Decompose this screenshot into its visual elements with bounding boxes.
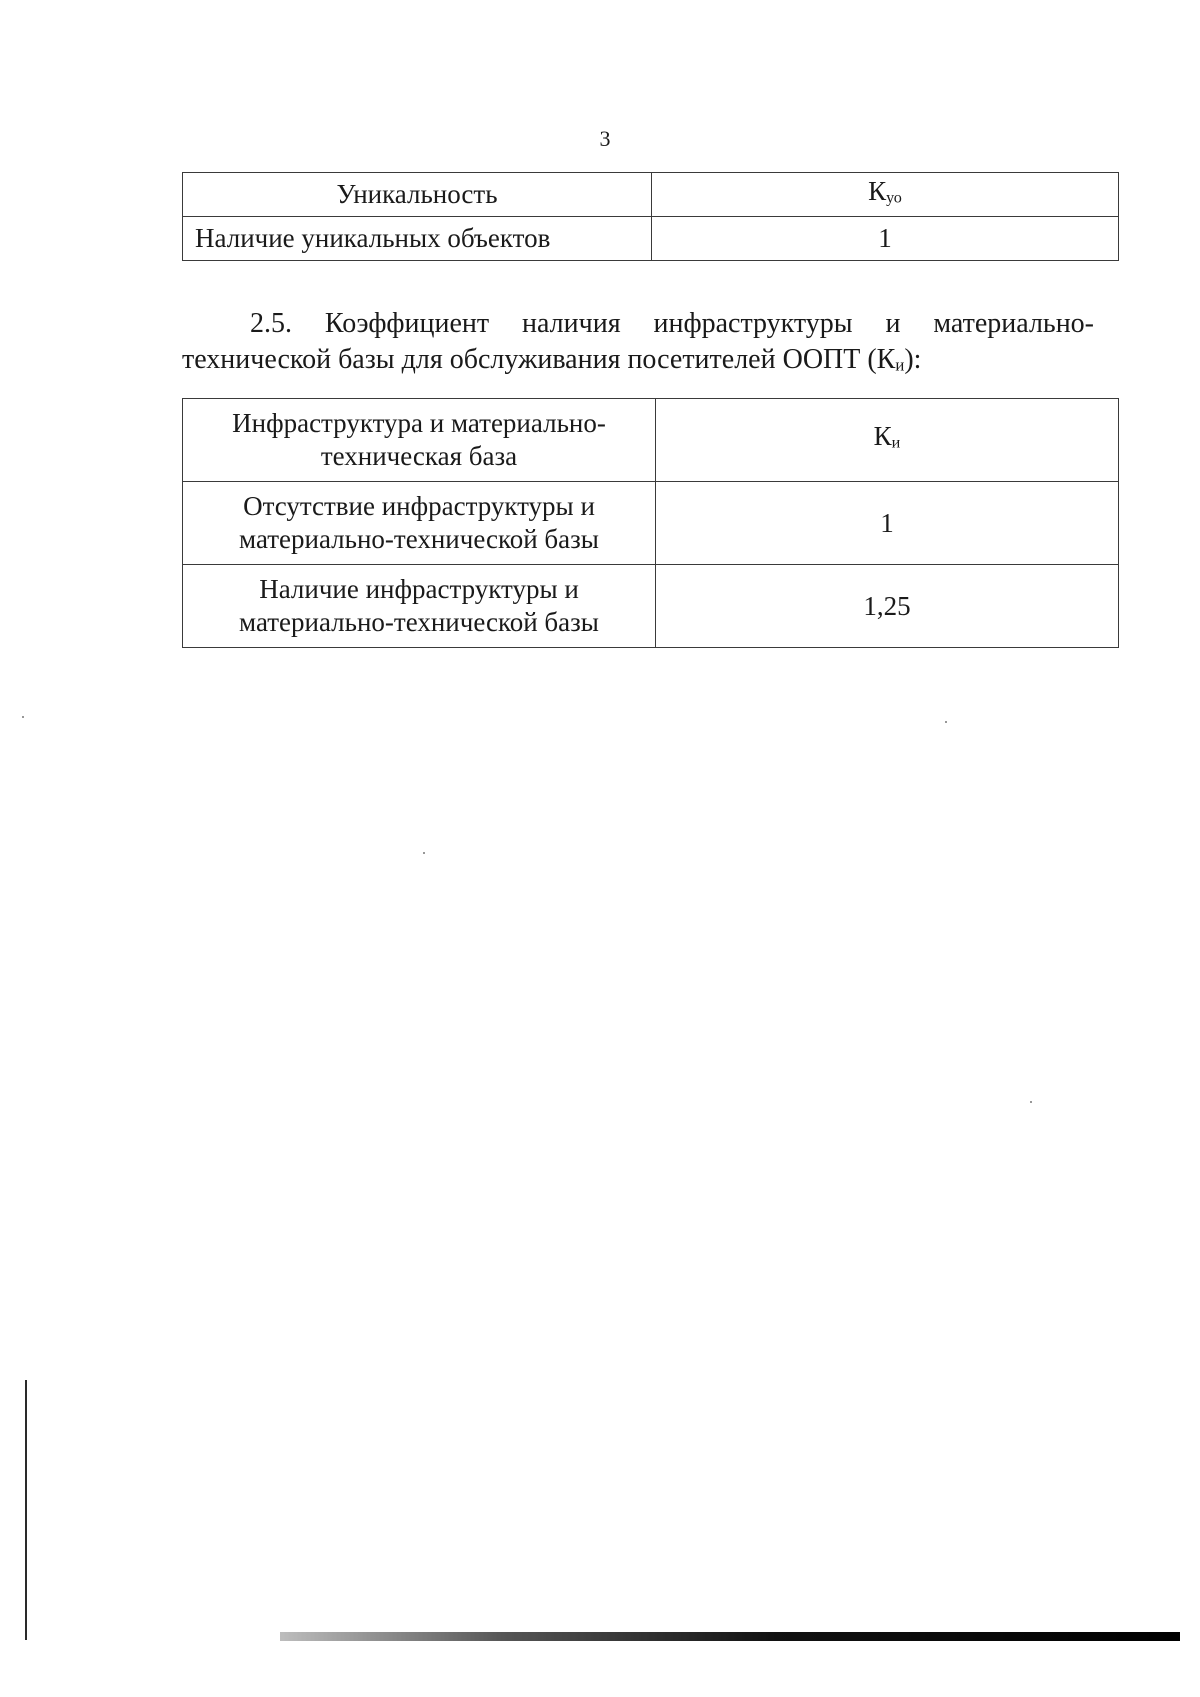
row-value: 1,25 xyxy=(656,565,1119,648)
row-value: 1 xyxy=(652,217,1119,261)
row-label: Наличие уникальных объектов xyxy=(183,217,652,261)
row-label-line-1: Наличие инфраструктуры и xyxy=(259,574,579,604)
paragraph-subscript: и xyxy=(895,355,905,375)
paragraph-line-1: 2.5. Коэффициент наличия инфраструктуры и материально- xyxy=(250,308,1094,339)
header-cell-infrastructure xyxy=(183,399,656,482)
coefficient-symbol: К xyxy=(873,421,892,452)
row-label-line-2: материально-технической базы xyxy=(239,607,599,637)
table-row xyxy=(183,482,1119,565)
table-header-row xyxy=(183,173,1119,217)
header-cell-coefficient xyxy=(656,399,1119,482)
header-cell-coefficient xyxy=(652,173,1119,217)
row-value: 1 xyxy=(656,482,1119,565)
row-label-line-1: Отсутствие инфраструктуры и xyxy=(243,491,595,521)
table-row xyxy=(183,217,1119,261)
scan-speck xyxy=(945,721,947,723)
row-label xyxy=(183,565,656,648)
header-line-2: техническая база xyxy=(320,441,518,471)
uniqueness-table xyxy=(182,172,1119,261)
paragraph-line-2-text: технической базы для обслуживания посетителей ООПТ (К xyxy=(182,344,896,375)
row-label xyxy=(183,482,656,565)
scan-speck xyxy=(423,852,425,854)
section-2-5-paragraph xyxy=(182,306,1094,384)
header-cell-uniqueness: Уникальность xyxy=(183,173,652,217)
header-line-1: Инфраструктура и материально- xyxy=(232,408,606,438)
infrastructure-table xyxy=(182,398,1119,648)
scan-edge-left xyxy=(25,1380,27,1640)
coefficient-subscript: уо xyxy=(886,188,902,207)
coefficient-subscript: и xyxy=(891,433,901,452)
paragraph-line-2-end: ): xyxy=(904,344,922,375)
coefficient-symbol: К xyxy=(868,175,887,206)
scan-speck xyxy=(22,716,24,718)
scan-speck xyxy=(1030,1101,1032,1103)
scan-edge-bottom xyxy=(280,1632,1180,1641)
table-header-row xyxy=(183,399,1119,482)
table-row xyxy=(183,565,1119,648)
page-number: 3 xyxy=(599,126,611,151)
row-label-line-2: материально-технической базы xyxy=(239,524,599,554)
paragraph-line-2 xyxy=(182,342,1094,384)
